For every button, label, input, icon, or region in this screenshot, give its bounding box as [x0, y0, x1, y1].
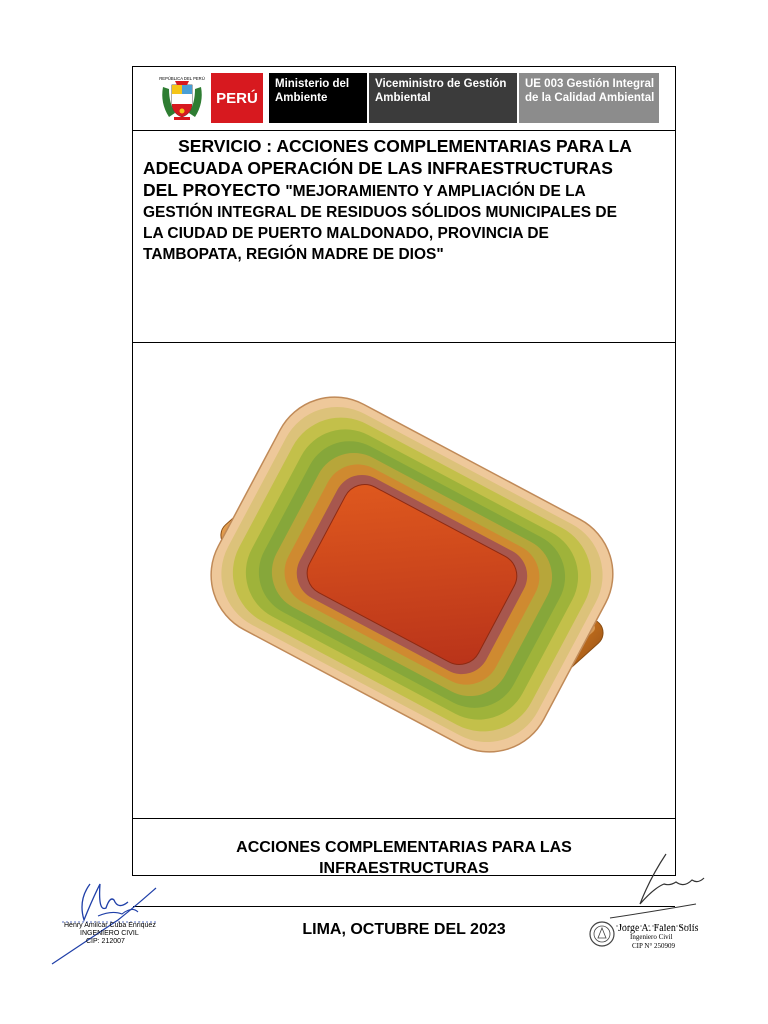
header-row [133, 67, 675, 131]
ministry-label: Ministerio del Ambiente [267, 73, 367, 123]
viceministry-label: Viceministro de Gestión Ambiental [367, 73, 517, 123]
title-row [133, 131, 675, 343]
right-signatory-cip: CIP N° 250909 [632, 942, 675, 950]
title-line-5: LA CIUDAD DE PUERTO MALDONADO, PROVINCIA DE [143, 225, 549, 242]
title-line-6: TAMBOPATA, REGIÓN MADRE DE DIOS" [143, 246, 444, 263]
left-handwritten-signature-icon [48, 860, 168, 970]
left-signatory-name: Henry Amilcar Cuba Enriquez [64, 922, 156, 929]
left-signatory-cip: CIP: 212007 [86, 938, 125, 945]
peru-brand-label: PERÚ [211, 73, 263, 123]
illustration-row [133, 343, 675, 819]
place-date-label: LIMA, OCTUBRE DEL 2023 [302, 921, 506, 938]
landfill-3d-render-image [133, 343, 675, 818]
document-subtitle: ACCIONES COMPLEMENTARIAS PARA LAS INFRAESTRUCTURAS [236, 839, 572, 877]
document-title [143, 135, 667, 265]
right-signatory-name: Jorge A. Falen Solís [618, 923, 699, 934]
title-line-2: ADECUADA OPERACIÓN DE LAS INFRAESTRUCTURAS [143, 158, 613, 178]
left-signatory-title: INGENIERO CIVIL [80, 930, 139, 937]
right-signatory-block [618, 924, 698, 951]
executing-unit-label: UE 003 Gestión Integral de la Calidad Ambiental [517, 73, 659, 123]
title-line-4: GESTIÓN INTEGRAL DE RESIDUOS SÓLIDOS MUNICIPALES DE [143, 204, 617, 221]
svg-text:REPÚBLICA DEL PERÚ: REPÚBLICA DEL PERÚ [159, 76, 205, 81]
title-line-3: DEL PROYECTO "MEJORAMIENTO Y AMPLIACIÓN DE LA [143, 180, 586, 200]
right-signatory-title: Ingeniero Civil [630, 933, 673, 941]
left-signatory-block [64, 922, 156, 946]
institution-logo-strip [157, 73, 659, 123]
peru-coat-of-arms-icon [157, 73, 207, 123]
title-line-1: SERVICIO : ACCIONES COMPLEMENTARIAS PARA LA [178, 136, 632, 156]
